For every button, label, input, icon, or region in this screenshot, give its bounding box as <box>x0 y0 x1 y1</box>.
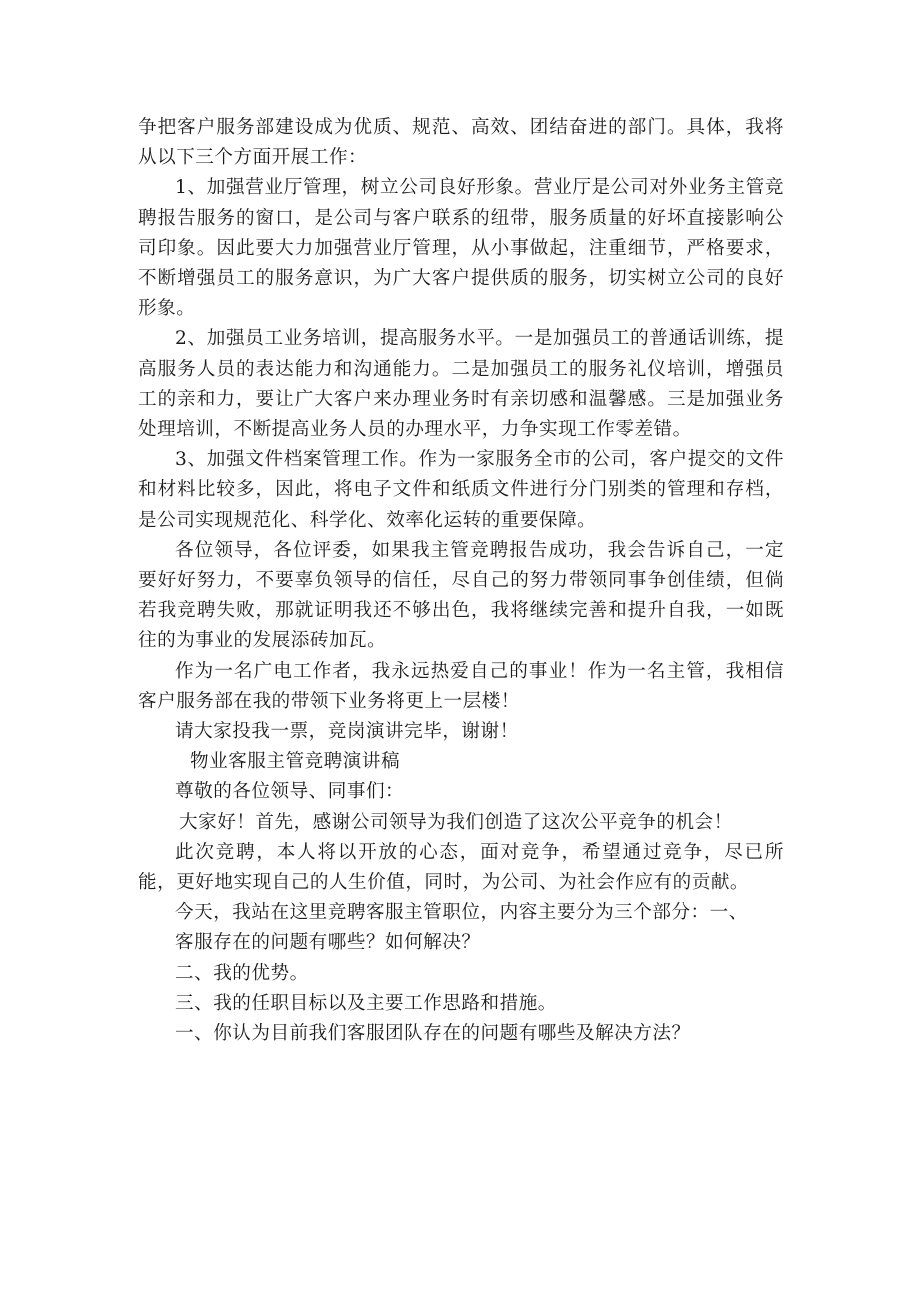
paragraph-item-3: 3、加强文件档案管理工作。作为一家服务全市的公司，客户提交的文件和材料比较多，因此，将电子文件和纸质文件进行分门别类的管理和存档，是公司实现规范化、科学化、效率化运转的重要保障。 <box>138 449 784 531</box>
document-body <box>138 113 784 1049</box>
outline-item-1: 客服存在的问题有哪些？如何解决？ <box>175 932 481 954</box>
paragraph-closing: 各位领导，各位评委，如果我主管竞聘报告成功，我会告诉自己，一定要好好努力，不要辜负领导的信任，尽自己的努力带领同事争创佳绩，但倘若我竞聘失败，那就证明我还不够出色，我将继续完善和提升自我，一如既往的为事业的发展添砖加瓦。 <box>138 539 784 652</box>
paragraph-intent: 此次竞聘，本人将以开放的心态，面对竞争，希望通过竞争，尽已所能，更好地实现自己的人生价值，同时，为公司、为社会作应有的贡献。 <box>138 841 784 894</box>
paragraph-aspiration: 作为一名广电工作者，我永远热爱自己的事业！作为一名主管，我相信客户服务部在我的带领下业务将更上一层楼！ <box>138 660 784 712</box>
paragraph-item-2: 2、加强员工业务培训，提高服务水平。一是加强员工的普通话训练，提高服务人员的表达能力和沟通能力。二是加强员工的服务礼仪培训，增强员工的亲和力，要让广大客户来办理业务时有亲切感和温馨感。三是加强业务处理培训，不断提高业务人员的办理水平，力争实现工作零差错。 <box>138 328 784 441</box>
paragraph-intro: 争把客户服务部建设成为优质、规范、高效、团结奋进的部门。具体，我将从以下三个方面开展工作： <box>138 117 784 169</box>
paragraph-outline: 今天，我站在这里竞聘客服主管职位，内容主要分为三个部分：一、 <box>175 902 748 924</box>
greeting: 大家好！首先，感谢公司领导为我们创造了这次公平竞争的机会！ <box>179 811 733 833</box>
section-title: 物业客服主管竞聘演讲稿 <box>190 751 401 773</box>
paragraph-vote-request: 请大家投我一票，竞岗演讲完毕，谢谢！ <box>175 721 519 743</box>
section-heading-1: 一、你认为目前我们客服团队存在的问题有哪些及解决方法？ <box>175 1023 691 1045</box>
paragraph-item-1: 1、加强营业厅管理，树立公司良好形象。营业厅是公司对外业务主管竞聘报告服务的窗口，是公司与客户联系的纽带，服务质量的好坏直接影响公司印象。因此要大力加强营业厅管理，从小事做起，注重细节，严格要求，不断增强员工的服务意识，为广大客户提供质的服务，切实树立公司的良好形象。 <box>138 177 784 320</box>
salutation: 尊敬的各位领导、同事们： <box>175 781 405 803</box>
outline-item-3: 三、我的任职目标以及主要工作思路和措施。 <box>175 992 557 1014</box>
outline-item-2: 二、我的优势。 <box>175 962 309 984</box>
